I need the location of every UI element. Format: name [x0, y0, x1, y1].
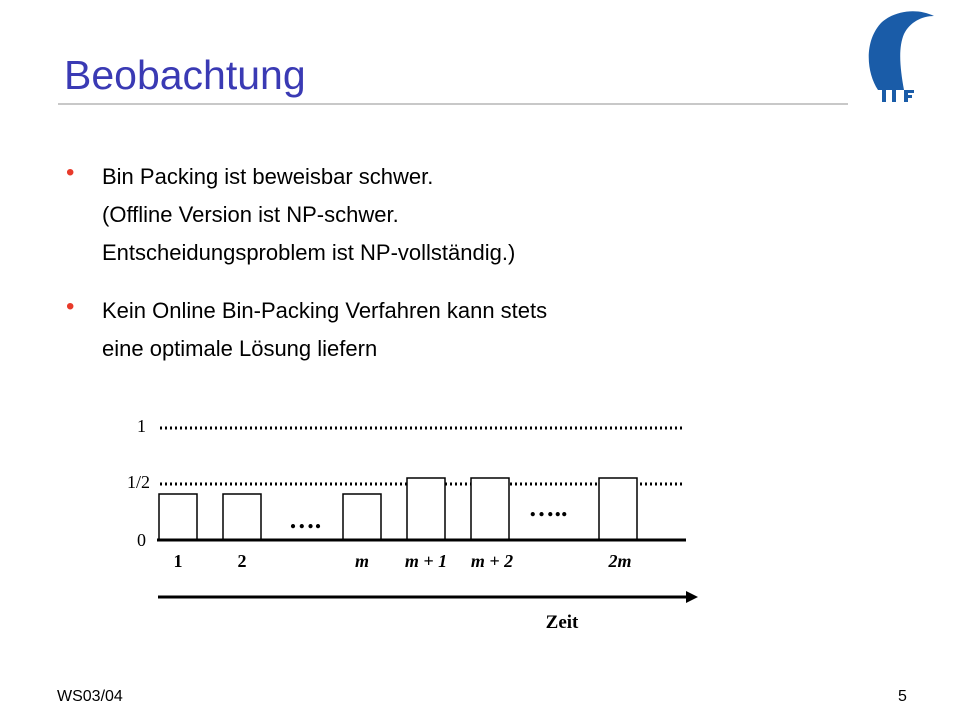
bullet-line: Bin Packing ist beweisbar schwer. [102, 164, 434, 189]
bullet-dot: • [66, 293, 75, 320]
y-label-one: 1 [137, 416, 146, 436]
y-label-zero: 0 [137, 530, 146, 550]
bullet-dot: • [66, 159, 75, 186]
item-label: 2m [608, 551, 632, 571]
bullet-line: (Offline Version ist NP-schwer. [102, 202, 399, 227]
ellipsis-left: …. [288, 505, 322, 534]
bullet-item [66, 158, 547, 272]
slide-title: Beobachtung [64, 52, 306, 98]
item-box [599, 478, 637, 540]
ellipsis-right: ….. [528, 493, 568, 522]
item-label: m + 2 [470, 551, 514, 571]
iif-logo [852, 6, 944, 107]
item-label: 2 [237, 551, 247, 571]
bin-packing-diagram [0, 400, 960, 640]
logo-arc [869, 11, 934, 90]
item-box [471, 478, 509, 540]
footer-semester: WS03/04 [57, 688, 123, 705]
time-arrow-head [686, 591, 698, 603]
item-box [407, 478, 445, 540]
bullet-line: Entscheidungsproblem ist NP-vollständig.) [102, 240, 516, 265]
page-number: 5 [898, 688, 907, 705]
y-label-half: 1/2 [126, 472, 150, 492]
bullet-list [66, 158, 547, 388]
item-label: 1 [173, 551, 183, 571]
time-label: Zeit [545, 612, 579, 633]
title-underline [58, 103, 848, 105]
item-box [159, 494, 197, 540]
bullet-line: eine optimale Lösung liefern [102, 336, 378, 361]
item-box [343, 494, 381, 540]
item-box [223, 494, 261, 540]
item-label: m [354, 551, 370, 571]
bullet-item [66, 292, 547, 368]
item-label: m + 1 [404, 551, 448, 571]
bullet-line: Kein Online Bin-Packing Verfahren kann stets [102, 298, 548, 323]
